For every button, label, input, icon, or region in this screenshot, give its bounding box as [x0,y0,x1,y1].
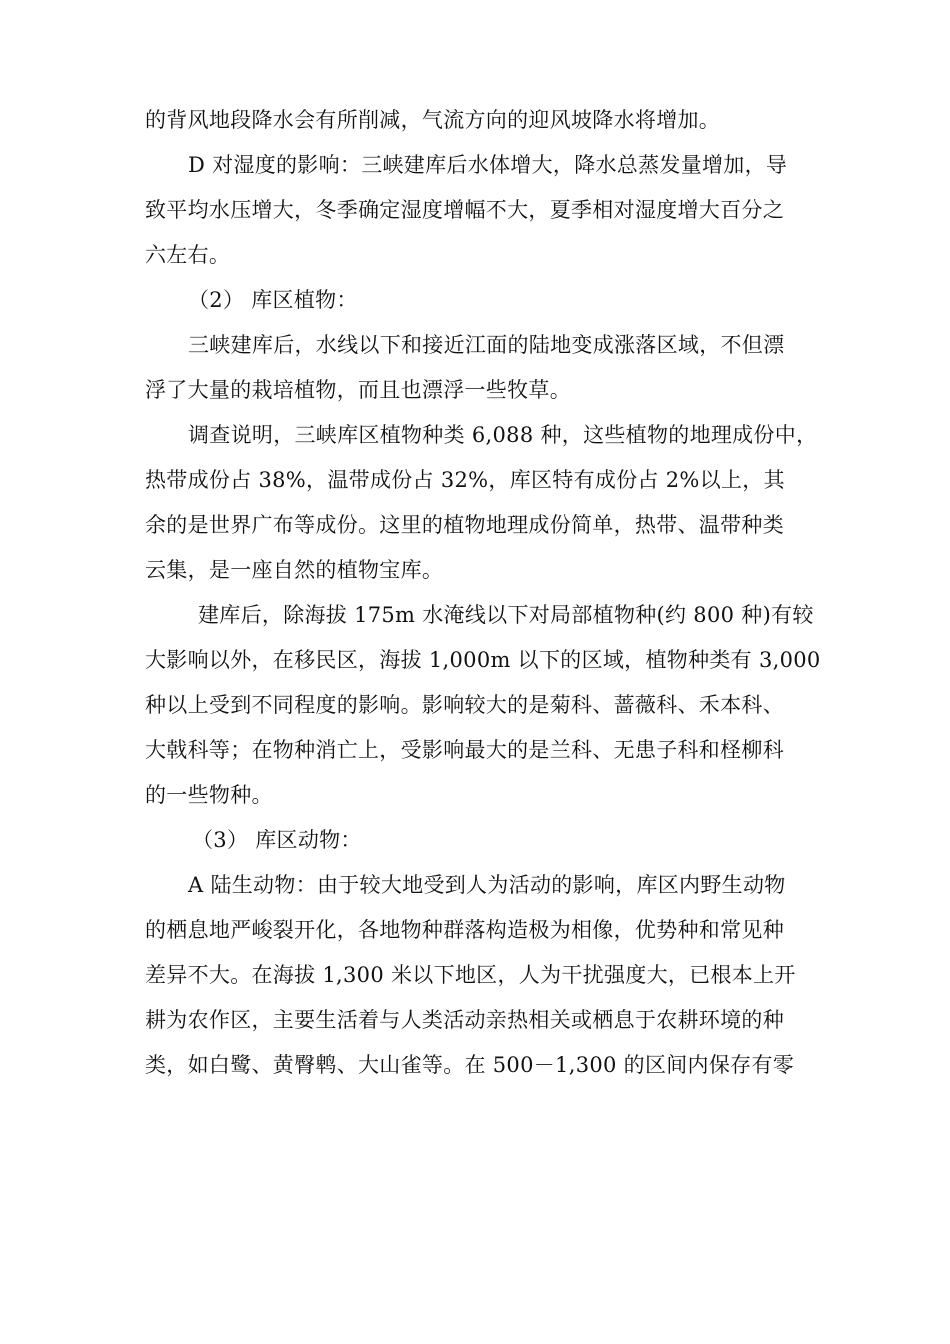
text-line: 致平均水压增大，冬季确定湿度增幅不大，夏季相对湿度增大百分之 [145,198,784,222]
text-line: 耕为农作区，主要生活着与人类活动亲热相关或栖息于农耕环境的种 [145,1008,784,1032]
text-line: 三峡建库后，水线以下和接近江面的陆地变成涨落区域，不但漂 [188,333,785,357]
text-line: 余的是世界广布等成份。这里的植物地理成份简单，热带、温带种类 [145,513,784,537]
text-line: 调查说明，三峡库区植物种类 6,088 种，这些植物的地理成份中， [188,423,818,447]
text-line: 大影响以外，在移民区，海拔 1,000m 以下的区域，植物种类有 3,000 [145,648,821,672]
text-line: 浮了大量的栽培植物，而且也漂浮一些牧草。 [145,378,571,402]
text-line: 六左右。 [145,243,231,267]
section-heading: （2） 库区植物： [188,288,358,312]
text-line: 的一些物种。 [145,783,273,807]
text-line: D 对湿度的影响：三峡建库后水体增大，降水总蒸发量增加，导 [188,153,788,177]
text-line: 的栖息地严峻裂开化，各地物种群落构造极为相像，优势种和常见种 [145,918,784,942]
text-line: 大戟科等；在物种消亡上，受影响最大的是兰科、无患子科和柽柳科 [145,738,784,762]
text-line: 云集，是一座自然的植物宝库。 [145,558,444,582]
text-line: 差异不大。在海拔 1,300 米以下地区，人为干扰强度大，已根本上开 [145,963,796,987]
section-heading: （3） 库区动物： [192,828,362,852]
text-line: 建库后，除海拔 175m 水淹线以下对局部植物种(约 800 种)有较 [198,603,814,627]
text-line: 种以上受到不同程度的影响。影响较大的是菊科、蔷薇科、禾本科、 [145,693,784,717]
text-line: 类，如白鹭、黄臀鹎、大山雀等。在 500－1,300 的区间内保存有零 [145,1053,795,1077]
text-line: 的背风地段降水会有所削减，气流方向的迎风坡降水将增加。 [145,108,721,132]
text-line: A 陆生动物：由于较大地受到人为活动的影响，库区内野生动物 [188,873,786,897]
text-line: 热带成份占 38%，温带成份占 32%，库区特有成份占 2%以上，其 [145,468,785,492]
